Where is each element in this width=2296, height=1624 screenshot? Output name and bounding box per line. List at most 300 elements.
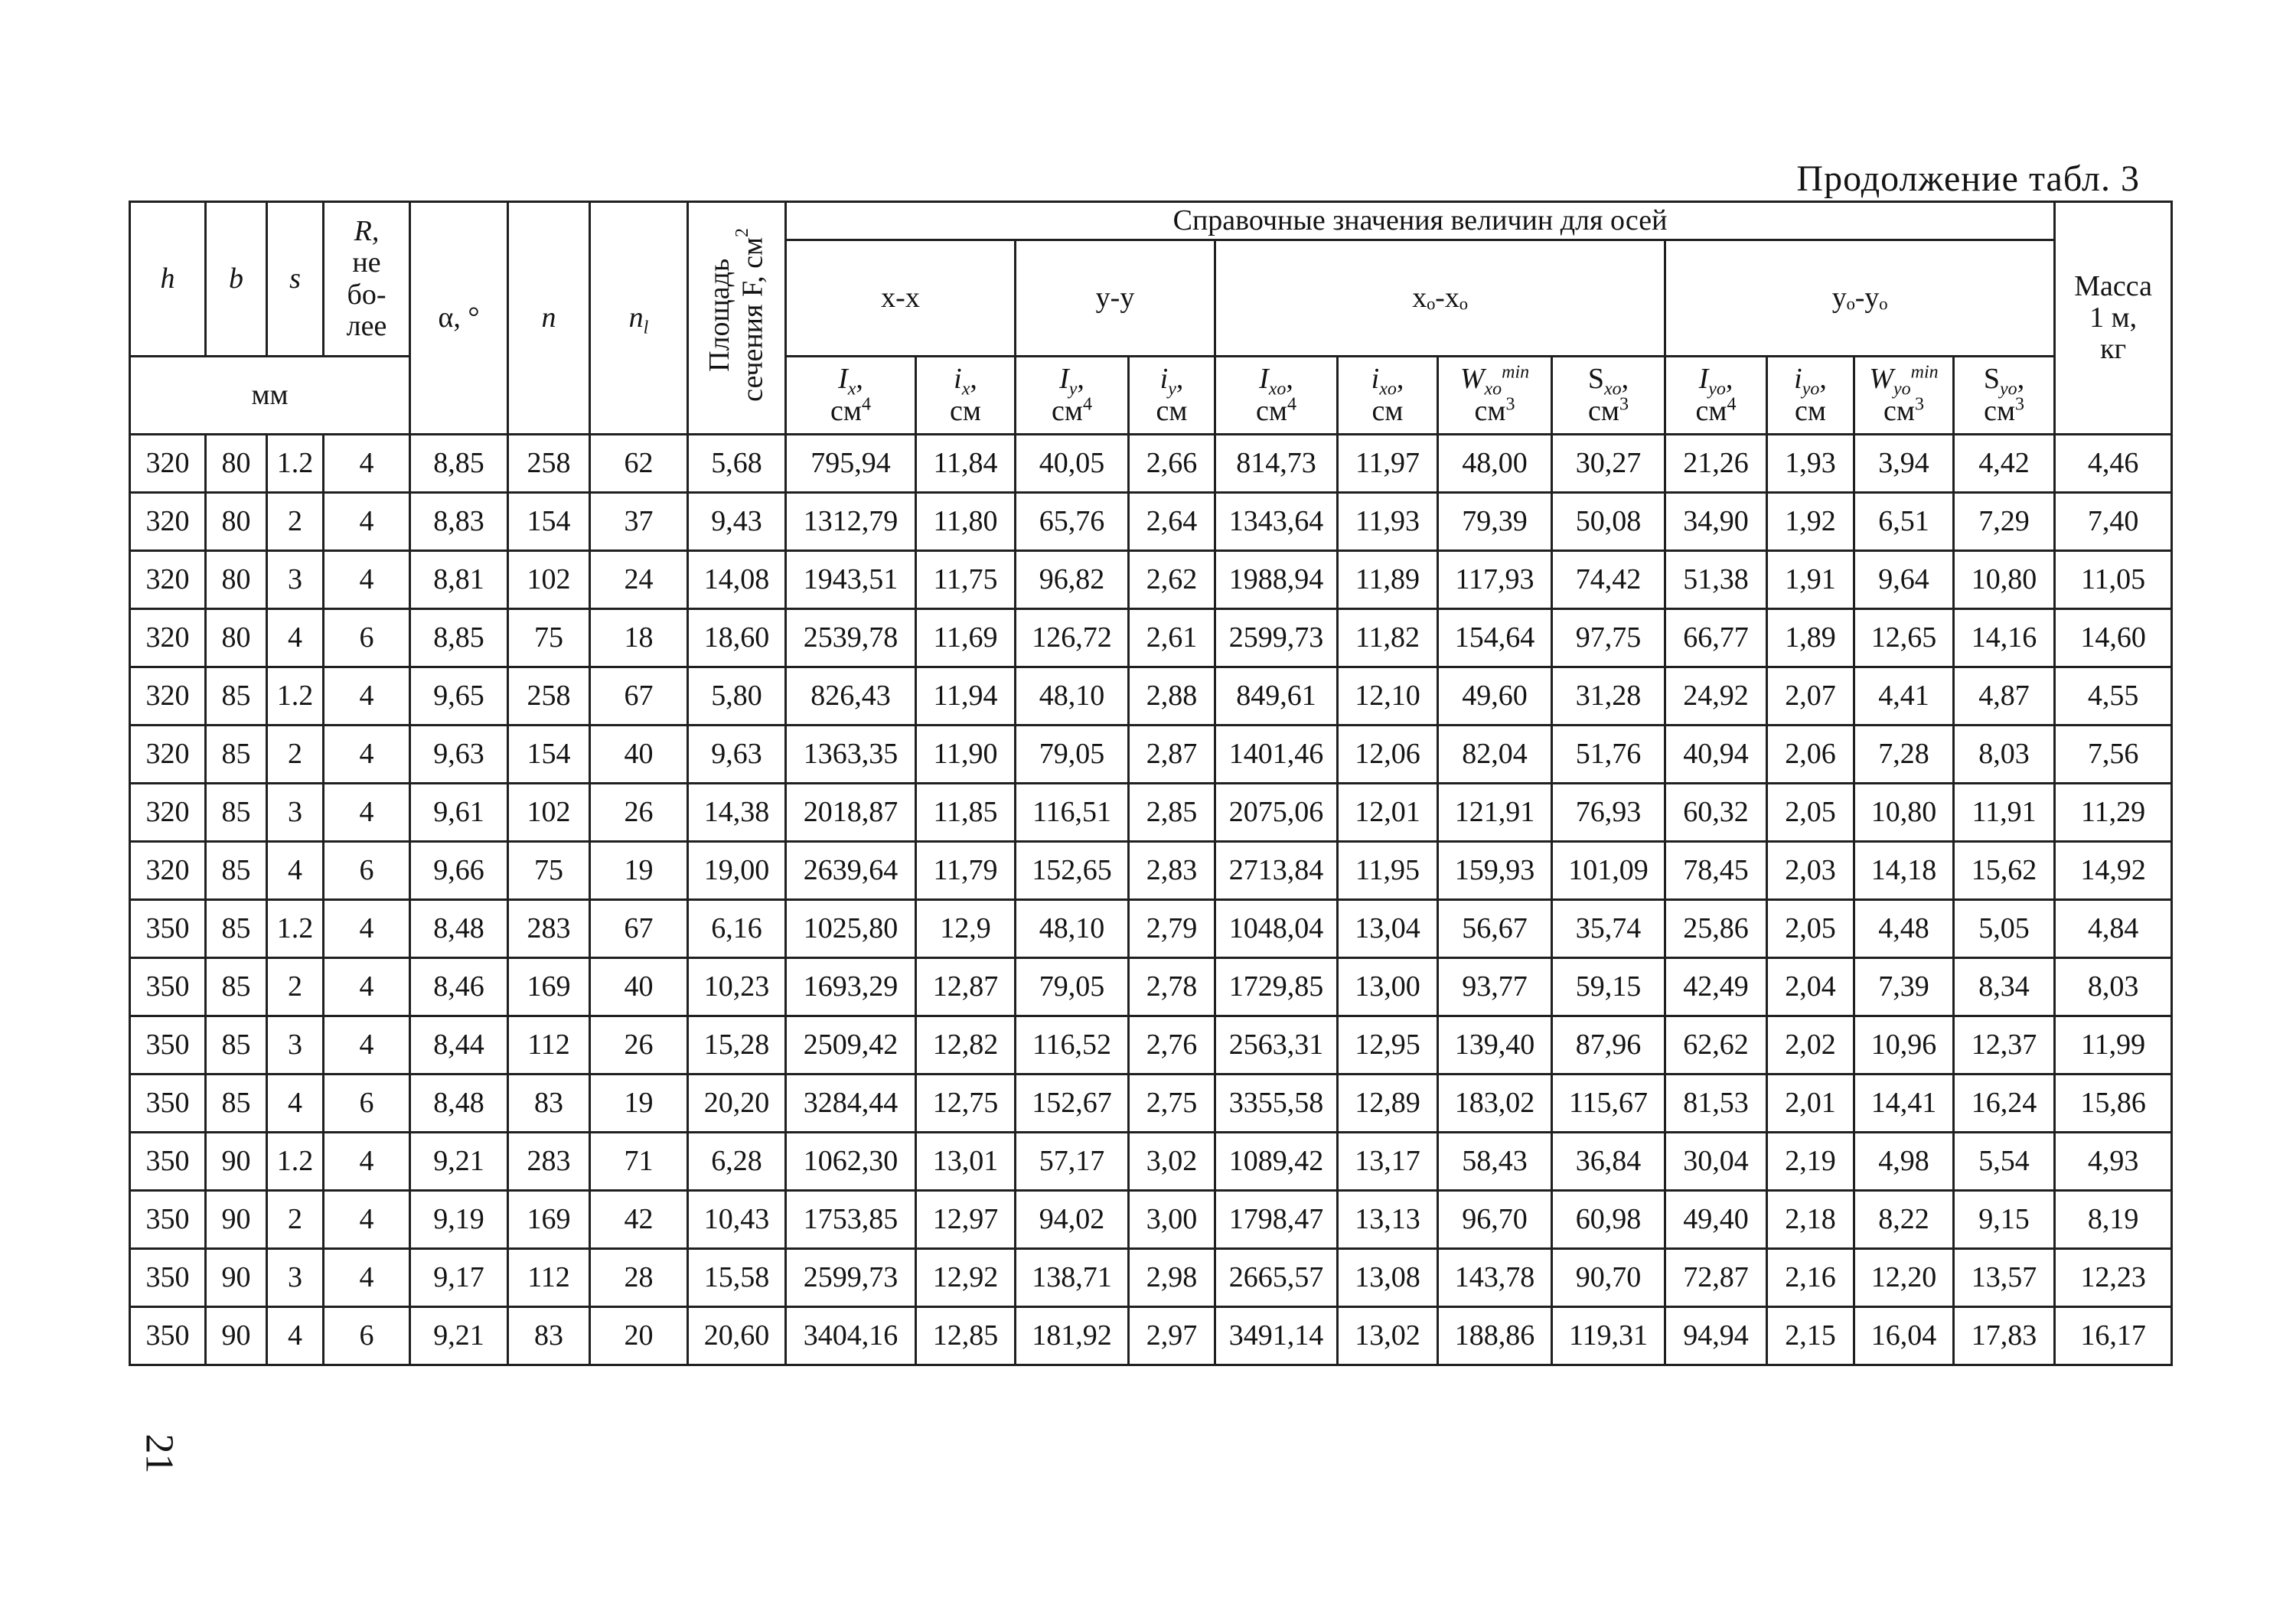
table-cell: 6,28 — [688, 1133, 786, 1191]
table-cell: 320 — [130, 667, 206, 726]
table-cell: 4,46 — [2055, 435, 2172, 493]
table-cell: 74,42 — [1552, 551, 1665, 609]
table-cell: 102 — [508, 784, 590, 842]
table-cell: 4 — [324, 726, 410, 784]
table-cell: 2075,06 — [1215, 784, 1338, 842]
table-cell: 96,82 — [1016, 551, 1129, 609]
table-cell: 83 — [508, 1075, 590, 1133]
table-cell: 93,77 — [1438, 958, 1552, 1016]
table-cell: 112 — [508, 1016, 590, 1075]
table-row — [130, 958, 2172, 1016]
table-cell: 14,38 — [688, 784, 786, 842]
table-cell: 2,88 — [1129, 667, 1215, 726]
table-cell: 12,82 — [916, 1016, 1016, 1075]
table-cell: 2509,42 — [786, 1016, 916, 1075]
table-cell: 18,60 — [688, 609, 786, 667]
table-cell: 40 — [590, 958, 688, 1016]
table-cell: 79,05 — [1016, 958, 1129, 1016]
table-row — [130, 1191, 2172, 1249]
table-cell: 15,86 — [2055, 1075, 2172, 1133]
table-cell: 1025,80 — [786, 900, 916, 958]
table-cell: 2,07 — [1767, 667, 1854, 726]
table-cell: 2599,73 — [1215, 609, 1338, 667]
table-cell: 4 — [324, 1191, 410, 1249]
table-cell: 1,91 — [1767, 551, 1854, 609]
table-cell: 8,44 — [410, 1016, 508, 1075]
header-mm: мм — [130, 357, 410, 435]
table-cell: 21,26 — [1665, 435, 1767, 493]
table-cell: 11,80 — [916, 493, 1016, 551]
table-cell: 4 — [324, 1016, 410, 1075]
header-alpha: α, ° — [410, 202, 508, 435]
table-cell: 1.2 — [267, 1133, 324, 1191]
table-cell: 320 — [130, 726, 206, 784]
header-b: b — [206, 202, 267, 357]
table-cell: 16,17 — [2055, 1307, 2172, 1365]
table-cell: 2,97 — [1129, 1307, 1215, 1365]
table-cell: 11,97 — [1338, 435, 1438, 493]
table-cell: 2,85 — [1129, 784, 1215, 842]
header-syo-static-moment: $S_{yo}$, $см^3$ — [1954, 357, 2055, 435]
table-cell: 117,93 — [1438, 551, 1552, 609]
table-cell: 40 — [590, 726, 688, 784]
table-cell: 1753,85 — [786, 1191, 916, 1249]
table-cell: 102 — [508, 551, 590, 609]
table-cell: 11,29 — [2055, 784, 2172, 842]
header-axis-yy: y-y — [1016, 240, 1215, 357]
table-cell: 11,99 — [2055, 1016, 2172, 1075]
table-cell: 57,17 — [1016, 1133, 1129, 1191]
header-h: h — [130, 202, 206, 357]
header-mass: Масса 1 м, кг — [2055, 202, 2172, 435]
table-cell: 90 — [206, 1133, 267, 1191]
table-cell: 12,89 — [1338, 1075, 1438, 1133]
table-cell: 6 — [324, 1307, 410, 1365]
table-cell: 66,77 — [1665, 609, 1767, 667]
table-cell: 85 — [206, 667, 267, 726]
table-cell: 183,02 — [1438, 1075, 1552, 1133]
table-cell: 4,55 — [2055, 667, 2172, 726]
table-row — [130, 900, 2172, 958]
table-cell: 97,75 — [1552, 609, 1665, 667]
table-cell: 37 — [590, 493, 688, 551]
table-row — [130, 493, 2172, 551]
table-cell: 2,05 — [1767, 784, 1854, 842]
table-cell: 8,19 — [2055, 1191, 2172, 1249]
table-cell: 60,32 — [1665, 784, 1767, 842]
table-cell: 48,10 — [1016, 667, 1129, 726]
header-s: s — [267, 202, 324, 357]
table-cell: 112 — [508, 1249, 590, 1307]
table-cell: 350 — [130, 900, 206, 958]
table-cell: 14,92 — [2055, 842, 2172, 900]
table-cell: 42 — [590, 1191, 688, 1249]
table-cell: 159,93 — [1438, 842, 1552, 900]
table-cell: 1,92 — [1767, 493, 1854, 551]
table-cell: 11,93 — [1338, 493, 1438, 551]
table-cell: 350 — [130, 1307, 206, 1365]
table-cell: 96,70 — [1438, 1191, 1552, 1249]
table-cell: 4 — [324, 667, 410, 726]
table-cell: 9,43 — [688, 493, 786, 551]
table-cell: 90 — [206, 1191, 267, 1249]
table-cell: 9,21 — [410, 1133, 508, 1191]
table-cell: 17,83 — [1954, 1307, 2055, 1365]
table-cell: 12,37 — [1954, 1016, 2055, 1075]
table-cell: 3355,58 — [1215, 1075, 1338, 1133]
table-cell: 126,72 — [1016, 609, 1129, 667]
table-row — [130, 784, 2172, 842]
table-cell: 4 — [324, 958, 410, 1016]
table-cell: 30,04 — [1665, 1133, 1767, 1191]
table-cell: 350 — [130, 1016, 206, 1075]
table-cell: 154,64 — [1438, 609, 1552, 667]
table-cell: 2713,84 — [1215, 842, 1338, 900]
table-cell: 8,85 — [410, 609, 508, 667]
table-cell: 116,51 — [1016, 784, 1129, 842]
profile-properties-table — [129, 201, 2173, 1366]
table-cell: 48,10 — [1016, 900, 1129, 958]
table-cell: 9,63 — [410, 726, 508, 784]
table-cell: 12,65 — [1854, 609, 1954, 667]
table-cell: 59,15 — [1552, 958, 1665, 1016]
table-cell: 51,76 — [1552, 726, 1665, 784]
table-cell: 8,85 — [410, 435, 508, 493]
table-cell: 4,84 — [2055, 900, 2172, 958]
table-row — [130, 1307, 2172, 1365]
table-cell: 6 — [324, 609, 410, 667]
table-cell: 65,76 — [1016, 493, 1129, 551]
table-cell: 71 — [590, 1133, 688, 1191]
table-cell: 350 — [130, 1249, 206, 1307]
table-cell: 3404,16 — [786, 1307, 916, 1365]
table-cell: 11,75 — [916, 551, 1016, 609]
table-cell: 36,84 — [1552, 1133, 1665, 1191]
table-cell: 87,96 — [1552, 1016, 1665, 1075]
table-cell: 121,91 — [1438, 784, 1552, 842]
table-cell: 138,71 — [1016, 1249, 1129, 1307]
table-cell: 2018,87 — [786, 784, 916, 842]
table-cell: 28 — [590, 1249, 688, 1307]
table-cell: 24,92 — [1665, 667, 1767, 726]
table-cell: 76,93 — [1552, 784, 1665, 842]
table-cell: 9,63 — [688, 726, 786, 784]
table-cell: 2 — [267, 1191, 324, 1249]
table-cell: 16,24 — [1954, 1075, 2055, 1133]
table-cell: 1089,42 — [1215, 1133, 1338, 1191]
table-cell: 4,87 — [1954, 667, 2055, 726]
table-cell: 82,04 — [1438, 726, 1552, 784]
table-cell: 13,02 — [1338, 1307, 1438, 1365]
table-cell: 4 — [324, 435, 410, 493]
table-cell: 7,28 — [1854, 726, 1954, 784]
table-cell: 2,83 — [1129, 842, 1215, 900]
table-cell: 4 — [324, 1133, 410, 1191]
table-cell: 181,92 — [1016, 1307, 1129, 1365]
table-cell: 4 — [267, 609, 324, 667]
table-cell: 1312,79 — [786, 493, 916, 551]
table-cell: 11,90 — [916, 726, 1016, 784]
table-cell: 49,60 — [1438, 667, 1552, 726]
table-cell: 8,83 — [410, 493, 508, 551]
table-cell: 90,70 — [1552, 1249, 1665, 1307]
table-cell: 49,40 — [1665, 1191, 1767, 1249]
table-cell: 12,01 — [1338, 784, 1438, 842]
table-cell: 3 — [267, 1016, 324, 1075]
page-number: 21 — [137, 1433, 181, 1474]
table-cell: 7,56 — [2055, 726, 2172, 784]
table-cell: 9,61 — [410, 784, 508, 842]
table-cell: 4 — [324, 493, 410, 551]
table-cell: 14,16 — [1954, 609, 2055, 667]
table-cell: 2563,31 — [1215, 1016, 1338, 1075]
table-cell: 2,16 — [1767, 1249, 1854, 1307]
table-cell: 9,64 — [1854, 551, 1954, 609]
table-cell: 42,49 — [1665, 958, 1767, 1016]
header-axis-x0: xₒ-xₒ — [1215, 240, 1665, 357]
table-cell: 60,98 — [1552, 1191, 1665, 1249]
table-cell: 154 — [508, 493, 590, 551]
table-cell: 85 — [206, 784, 267, 842]
table-cell: 2,61 — [1129, 609, 1215, 667]
table-cell: 2 — [267, 493, 324, 551]
table-cell: 1.2 — [267, 435, 324, 493]
table-cell: 154 — [508, 726, 590, 784]
table-cell: 8,81 — [410, 551, 508, 609]
table-row — [130, 726, 2172, 784]
table-cell: 94,02 — [1016, 1191, 1129, 1249]
table-cell: 12,92 — [916, 1249, 1016, 1307]
table-cell: 4,42 — [1954, 435, 2055, 493]
table-cell: 1988,94 — [1215, 551, 1338, 609]
table-cell: 12,97 — [916, 1191, 1016, 1249]
table-cell: 19 — [590, 1075, 688, 1133]
table-cell: 26 — [590, 1016, 688, 1075]
table-cell: 320 — [130, 842, 206, 900]
header-area: Площадь сечения F, $см^2$ — [688, 202, 786, 435]
table-cell: 12,10 — [1338, 667, 1438, 726]
table-cell: 34,90 — [1665, 493, 1767, 551]
table-cell: 1363,35 — [786, 726, 916, 784]
table-cell: 283 — [508, 900, 590, 958]
table-cell: 7,39 — [1854, 958, 1954, 1016]
table-cell: 80 — [206, 435, 267, 493]
table-cell: 1693,29 — [786, 958, 916, 1016]
table-cell: 9,15 — [1954, 1191, 2055, 1249]
table-cell: 2599,73 — [786, 1249, 916, 1307]
table-cell: 2,75 — [1129, 1075, 1215, 1133]
table-cell: 8,22 — [1854, 1191, 1954, 1249]
table-cell: 85 — [206, 1075, 267, 1133]
table-cell: 2639,64 — [786, 842, 916, 900]
table-cell: 139,40 — [1438, 1016, 1552, 1075]
table-cell: 18 — [590, 609, 688, 667]
table-cell: 12,75 — [916, 1075, 1016, 1133]
table-cell: 75 — [508, 842, 590, 900]
table-cell: 58,43 — [1438, 1133, 1552, 1191]
table-cell: 2,01 — [1767, 1075, 1854, 1133]
table-cell: 320 — [130, 609, 206, 667]
table-cell: 40,05 — [1016, 435, 1129, 493]
table-cell: 10,23 — [688, 958, 786, 1016]
table-row — [130, 667, 2172, 726]
table-cell: 20 — [590, 1307, 688, 1365]
table-cell: 14,60 — [2055, 609, 2172, 667]
table-cell: 258 — [508, 667, 590, 726]
header-iyo-moment: $I_{yo}$, $см^4$ — [1665, 357, 1767, 435]
table-cell: 11,95 — [1338, 842, 1438, 900]
table-cell: 13,00 — [1338, 958, 1438, 1016]
table-cell: 7,40 — [2055, 493, 2172, 551]
table-cell: 8,48 — [410, 1075, 508, 1133]
table-cell: 13,04 — [1338, 900, 1438, 958]
table-cell: 2,62 — [1129, 551, 1215, 609]
header-iy-radius: $i_y$, см — [1129, 357, 1215, 435]
header-ixo-moment: $I_{xo}$, $см^4$ — [1215, 357, 1338, 435]
table-cell: 849,61 — [1215, 667, 1338, 726]
table-row — [130, 609, 2172, 667]
header-r: R, не бо- лее — [324, 202, 410, 357]
table-cell: 1,89 — [1767, 609, 1854, 667]
table-cell: 10,80 — [1854, 784, 1954, 842]
table-cell: 12,85 — [916, 1307, 1016, 1365]
table-cell: 11,89 — [1338, 551, 1438, 609]
table-cell: 350 — [130, 1075, 206, 1133]
table-cell: 2,66 — [1129, 435, 1215, 493]
table-row — [130, 1133, 2172, 1191]
table-cell: 3 — [267, 551, 324, 609]
table-cell: 2,87 — [1129, 726, 1215, 784]
table-cell: 1943,51 — [786, 551, 916, 609]
table-cell: 12,87 — [916, 958, 1016, 1016]
table-body — [130, 435, 2172, 1365]
table-cell: 10,43 — [688, 1191, 786, 1249]
table-cell: 4 — [267, 1075, 324, 1133]
table-cell: 9,66 — [410, 842, 508, 900]
table-cell: 814,73 — [1215, 435, 1338, 493]
table-cell: 9,65 — [410, 667, 508, 726]
table-cell: 56,67 — [1438, 900, 1552, 958]
table-cell: 14,08 — [688, 551, 786, 609]
table-cell: 85 — [206, 1016, 267, 1075]
table-cell: 3491,14 — [1215, 1307, 1338, 1365]
table-cell: 4 — [324, 551, 410, 609]
table-cell: 2665,57 — [1215, 1249, 1338, 1307]
table-cell: 8,03 — [1954, 726, 2055, 784]
header-axis-y0: yₒ-yₒ — [1665, 240, 2055, 357]
table-cell: 11,85 — [916, 784, 1016, 842]
table-cell: 2,04 — [1767, 958, 1854, 1016]
table-cell: 9,19 — [410, 1191, 508, 1249]
table-row — [130, 435, 2172, 493]
table-cell: 67 — [590, 900, 688, 958]
table-cell: 1401,46 — [1215, 726, 1338, 784]
table-cell: 320 — [130, 493, 206, 551]
table-cell: 1.2 — [267, 667, 324, 726]
table-cell: 85 — [206, 900, 267, 958]
table-cell: 3 — [267, 784, 324, 842]
table-cell: 169 — [508, 1191, 590, 1249]
table-cell: 15,58 — [688, 1249, 786, 1307]
table-cell: 6,51 — [1854, 493, 1954, 551]
table-cell: 10,80 — [1954, 551, 2055, 609]
table-cell: 152,67 — [1016, 1075, 1129, 1133]
table-cell: 320 — [130, 784, 206, 842]
table-cell: 4 — [267, 1307, 324, 1365]
table-cell: 5,68 — [688, 435, 786, 493]
table-cell: 2539,78 — [786, 609, 916, 667]
table-cell: 80 — [206, 609, 267, 667]
table-cell: 5,54 — [1954, 1133, 2055, 1191]
table-cell: 115,67 — [1552, 1075, 1665, 1133]
table-cell: 2 — [267, 726, 324, 784]
table-cell: 12,23 — [2055, 1249, 2172, 1307]
header-iyo-radius: $i_{yo}$, см — [1767, 357, 1854, 435]
table-cell: 15,28 — [688, 1016, 786, 1075]
table-cell: 1.2 — [267, 900, 324, 958]
table-cell: 85 — [206, 842, 267, 900]
table-cell: 4 — [267, 842, 324, 900]
table-cell: 19,00 — [688, 842, 786, 900]
table-cell: 11,84 — [916, 435, 1016, 493]
table-cell: 13,08 — [1338, 1249, 1438, 1307]
table-cell: 2,02 — [1767, 1016, 1854, 1075]
header-n: n — [508, 202, 590, 435]
table-cell: 283 — [508, 1133, 590, 1191]
table-cell: 6,16 — [688, 900, 786, 958]
table-cell: 12,20 — [1854, 1249, 1954, 1307]
table-cell: 350 — [130, 1191, 206, 1249]
table-cell: 79,05 — [1016, 726, 1129, 784]
table-cell: 13,17 — [1338, 1133, 1438, 1191]
table-cell: 75 — [508, 609, 590, 667]
table-row — [130, 1075, 2172, 1133]
table-cell: 80 — [206, 551, 267, 609]
table-cell: 35,74 — [1552, 900, 1665, 958]
table-cell: 116,52 — [1016, 1016, 1129, 1075]
table-cell: 1729,85 — [1215, 958, 1338, 1016]
table-cell: 48,00 — [1438, 435, 1552, 493]
table-cell: 8,48 — [410, 900, 508, 958]
table-caption: Продолжение табл. 3 — [1796, 158, 2140, 199]
header-iy-moment: $I_y$, $см^4$ — [1016, 357, 1129, 435]
table-cell: 9,17 — [410, 1249, 508, 1307]
table-cell: 26 — [590, 784, 688, 842]
table-cell: 6 — [324, 842, 410, 900]
header-sxo-static-moment: $S_{xo}$, $см^3$ — [1552, 357, 1665, 435]
table-cell: 2,15 — [1767, 1307, 1854, 1365]
table-cell: 4 — [324, 784, 410, 842]
table-cell: 320 — [130, 435, 206, 493]
table-cell: 11,69 — [916, 609, 1016, 667]
table-row — [130, 842, 2172, 900]
table-cell: 8,46 — [410, 958, 508, 1016]
table-cell: 1798,47 — [1215, 1191, 1338, 1249]
table-cell: 4,98 — [1854, 1133, 1954, 1191]
table-cell: 3,02 — [1129, 1133, 1215, 1191]
table-cell: 78,45 — [1665, 842, 1767, 900]
table-cell: 11,91 — [1954, 784, 2055, 842]
table-cell: 79,39 — [1438, 493, 1552, 551]
table-cell: 143,78 — [1438, 1249, 1552, 1307]
table-cell: 16,04 — [1854, 1307, 1954, 1365]
table-cell: 31,28 — [1552, 667, 1665, 726]
table-cell: 85 — [206, 958, 267, 1016]
table-cell: 2,79 — [1129, 900, 1215, 958]
table-cell: 1,93 — [1767, 435, 1854, 493]
table-cell: 20,20 — [688, 1075, 786, 1133]
table-cell: 2,05 — [1767, 900, 1854, 958]
